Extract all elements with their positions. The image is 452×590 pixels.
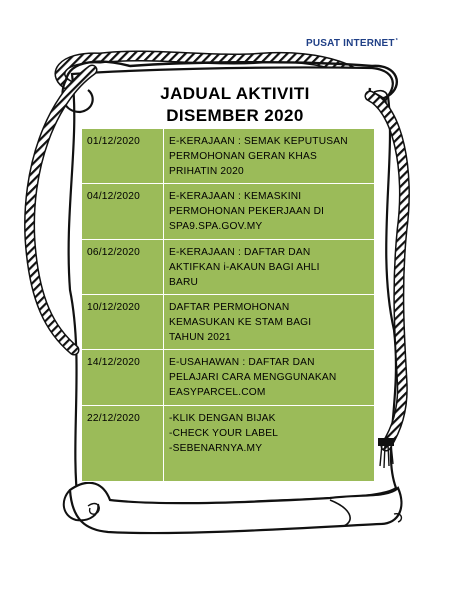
table-row — [82, 240, 375, 295]
activity-cell — [164, 350, 375, 406]
activity-line: DAFTAR PERMOHONAN — [169, 302, 290, 313]
activity-line: EASYPARCEL.COM — [169, 387, 266, 398]
activity-line: PERMOHONAN PEKERJAAN DI — [169, 206, 325, 217]
table-row — [82, 406, 375, 482]
table-row — [82, 184, 375, 240]
table-row — [82, 129, 375, 184]
activity-line: PELAJARI CARA MENGGUNAKAN — [169, 372, 337, 383]
date-cell: 01/12/2020 — [82, 129, 164, 184]
activity-cell — [164, 295, 375, 350]
activity-line: E-USAHAWAN : DAFTAR DAN — [169, 357, 315, 368]
activity-line: -KLIK DENGAN BIJAK — [169, 413, 276, 424]
activity-line: BARU — [169, 277, 199, 288]
activity-line: E-KERAJAAN : DAFTAR DAN — [169, 247, 311, 258]
activity-schedule-table — [81, 128, 375, 482]
activity-cell — [164, 129, 375, 184]
activity-line: SPA9.SPA.GOV.MY — [169, 221, 263, 232]
activity-cell — [164, 406, 375, 482]
activity-line: -CHECK YOUR LABEL — [169, 428, 279, 439]
activity-cell — [164, 184, 375, 240]
date-cell: 14/12/2020 — [82, 350, 164, 406]
activity-line: -SEBENARNYA.MY — [169, 443, 263, 454]
date-cell: 06/12/2020 — [82, 240, 164, 295]
activity-line: E-KERAJAAN : SEMAK KEPUTUSAN — [169, 136, 348, 147]
table-row — [82, 295, 375, 350]
date-cell: 22/12/2020 — [82, 406, 164, 482]
activity-line: AKTIFKAN i-AKAUN BAGI AHLI — [169, 262, 320, 273]
table-row — [82, 350, 375, 406]
activity-line: KEMASUKAN KE STAM BAGI — [169, 317, 312, 328]
activity-line: TAHUN 2021 — [169, 332, 231, 343]
activity-line: PERMOHONAN GERAN KHAS — [169, 151, 317, 162]
date-cell: 10/12/2020 — [82, 295, 164, 350]
activity-cell — [164, 240, 375, 295]
poster-title-line-2: DISEMBER 2020 — [166, 106, 304, 125]
date-cell: 04/12/2020 — [82, 184, 164, 240]
activity-line: E-KERAJAAN : KEMASKINI — [169, 191, 302, 202]
activity-line: PRIHATIN 2020 — [169, 166, 244, 177]
brand-name: PUSAT INTERNET — [306, 38, 395, 49]
poster-title-line-1: JADUAL AKTIVITI — [160, 84, 310, 103]
brand-mark: * — [395, 38, 398, 44]
